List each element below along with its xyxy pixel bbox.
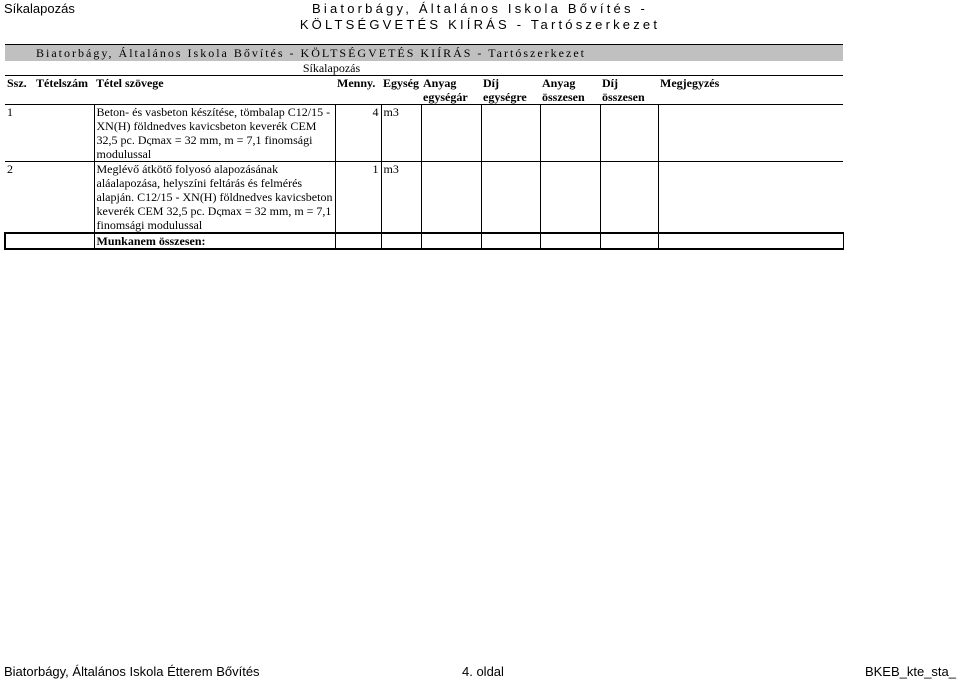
col-tetelszam: Tételszám <box>34 76 94 105</box>
row-menny: 4 <box>335 105 381 162</box>
page-header-left: Síkalapozás <box>4 1 75 16</box>
row-ssz: 1 <box>5 105 34 162</box>
column-header-row <box>5 76 843 105</box>
table-subtitle-row <box>5 61 843 76</box>
row-menny: 1 <box>335 162 381 234</box>
table-title: Biatorbágy, Általános Iskola Bővítés - KÖLTSÉGVETÉS KIÍRÁS - Tartószerkezet <box>34 45 843 62</box>
row-ssz: 2 <box>7 162 13 176</box>
table-row <box>5 105 843 162</box>
col-ssz: Ssz. <box>5 76 34 105</box>
page-header-line1: Biatorbágy, Általános Iskola Bővítés - <box>312 1 648 16</box>
row-text: Beton- és vasbeton készítése, tömbalap C12/15 - XN(H) földnedves kavicsbeton keverék CEM 32,5 pc. Dςmax = 32 mm, m = 7,1 finomsági modulussal <box>94 105 335 162</box>
page-footer-right: BKEB_kte_sta_ <box>864 664 956 679</box>
page-header-line2: KÖLTSÉGVETÉS KIÍRÁS - Tartószerkezet <box>299 17 661 32</box>
cost-estimate-table <box>4 44 844 250</box>
page-footer-left: Biatorbágy, Általános Iskola Étterem Bővítés <box>4 664 260 679</box>
col-anyag-egysegar: Anyag egységár <box>421 76 481 105</box>
page-number: 4. oldal <box>462 664 504 679</box>
col-dij-osszesen: Díj összesen <box>600 76 658 105</box>
col-tetel-szovege: Tétel szövege <box>94 76 335 105</box>
col-megjegyzes: Megjegyzés <box>658 76 843 105</box>
col-menny: Menny. <box>335 76 381 105</box>
col-anyag-osszesen: Anyag összesen <box>540 76 600 105</box>
col-egyseg: Egység <box>381 76 421 105</box>
row-egyseg: m3 <box>381 162 421 234</box>
table-title-row <box>5 45 843 62</box>
table-subtitle: Síkalapozás <box>302 61 361 75</box>
summary-label: Munkanem összesen: <box>94 233 335 249</box>
table-row <box>5 162 843 234</box>
row-text: Meglévő átkötő folyosó alapozásának aláalapozása, helyszíni feltárás és felmérés alapján. C12/15 - XN(H) földnedves kavicsbeton keverék CEM 32,5 pc. Dςmax = 32 mm, m = 7,1 finomsági modulussal <box>94 162 335 234</box>
summary-row <box>5 233 843 249</box>
page-header-center <box>0 1 960 33</box>
col-dij-egysegre: Díj egységre <box>481 76 540 105</box>
row-egyseg: m3 <box>381 105 421 162</box>
